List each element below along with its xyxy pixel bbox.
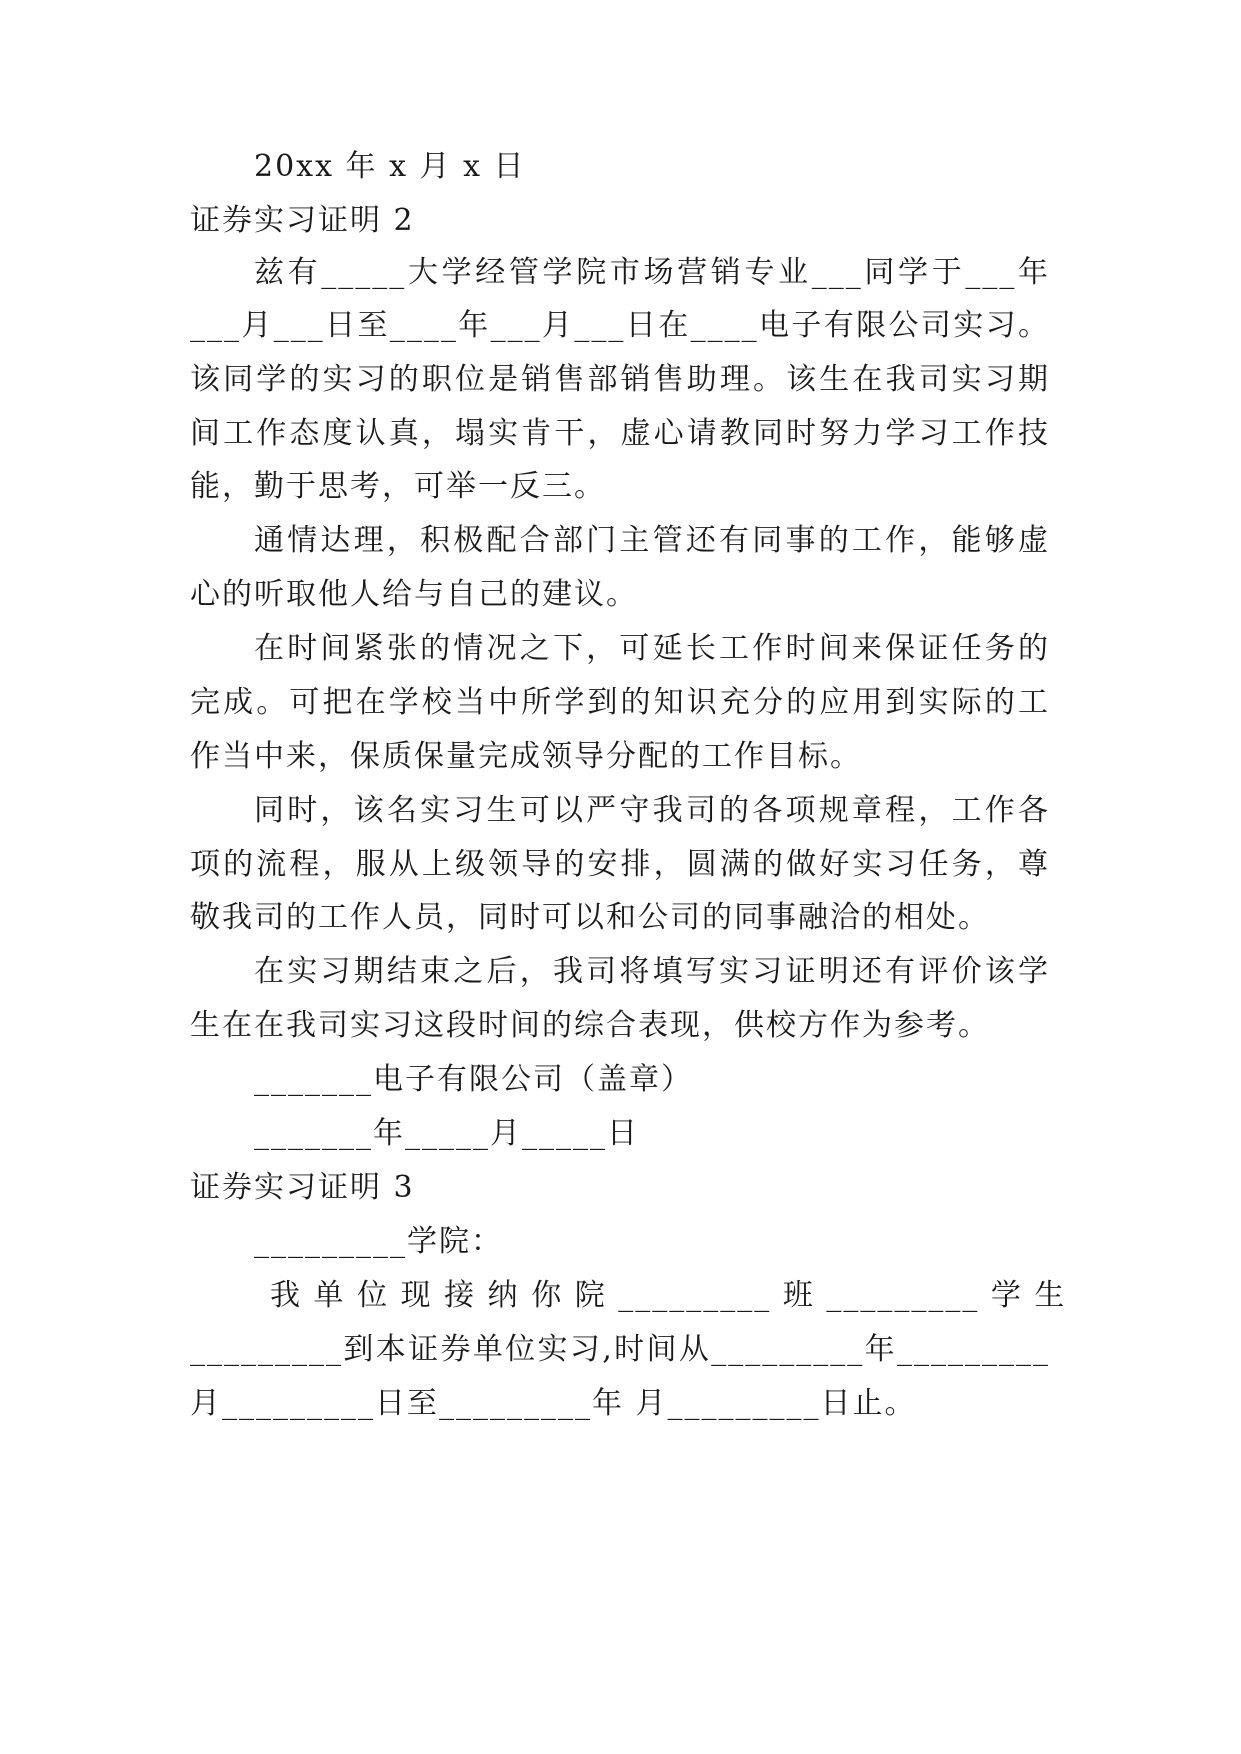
paragraph-line: 该同学的实习的职位是销售部销售助理。该生在我司实习期 xyxy=(190,362,1050,397)
section-title-3: 证券实习证明 3 xyxy=(190,1170,415,1205)
paragraph-line: ___月___日至____年___月___日在____电子有限公司实习。 xyxy=(190,308,1050,343)
paragraph-line: 间工作态度认真，塌实肯干，虚心请教同时努力学习工作技 xyxy=(190,416,1050,451)
paragraph-line: 通情达理，积极配合部门主管还有同事的工作，能够虚 xyxy=(254,523,1050,558)
paragraph-line: 同时，该名实习生可以严守我司的各项规章程，工作各 xyxy=(254,793,1050,828)
paragraph-line: _________到本证券单位实习,时间从_________年_________ xyxy=(190,1332,1050,1367)
paragraph-line: 兹有_____大学经管学院市场营销专业___同学于___年 xyxy=(254,255,1050,290)
company-seal-line: _______电子有限公司（盖章） xyxy=(254,1062,693,1097)
paragraph-line: 敬我司的工作人员，同时可以和公司的同事融洽的相处。 xyxy=(190,900,990,935)
paragraph-line: 能，勤于思考，可举一反三。 xyxy=(190,469,606,504)
signature-date-line: _______年_____月_____日 xyxy=(254,1116,639,1151)
paragraph-line: 生在在我司实习这段时间的综合表现，供校方作为参考。 xyxy=(190,1008,990,1043)
paragraph-line: 在实习期结束之后，我司将填写实习证明还有评价该学 xyxy=(254,954,1050,989)
paragraph-line: 项的流程，服从上级领导的安排，圆满的做好实习任务，尊 xyxy=(190,847,1050,882)
salutation-line: _________学院： xyxy=(254,1224,503,1259)
paragraph-line: 心的听取他人给与自己的建议。 xyxy=(190,577,638,612)
paragraph-line: 月_________日至_________年 月_________日止。 xyxy=(190,1386,917,1421)
date-line: 20xx 年 x 月 x 日 xyxy=(254,149,526,184)
paragraph-line: 完成。可把在学校当中所学到的知识充分的应用到实际的工 xyxy=(190,685,1050,720)
paragraph-line: 我 单 位 现 接 纳 你 院 _________ 班 _________ 学 生 xyxy=(270,1278,1067,1313)
paragraph-line: 作当中来，保质保量完成领导分配的工作目标。 xyxy=(190,739,862,774)
paragraph-line: 在时间紧张的情况之下，可延长工作时间来保证任务的 xyxy=(254,631,1050,666)
section-title-2: 证券实习证明 2 xyxy=(190,203,415,238)
